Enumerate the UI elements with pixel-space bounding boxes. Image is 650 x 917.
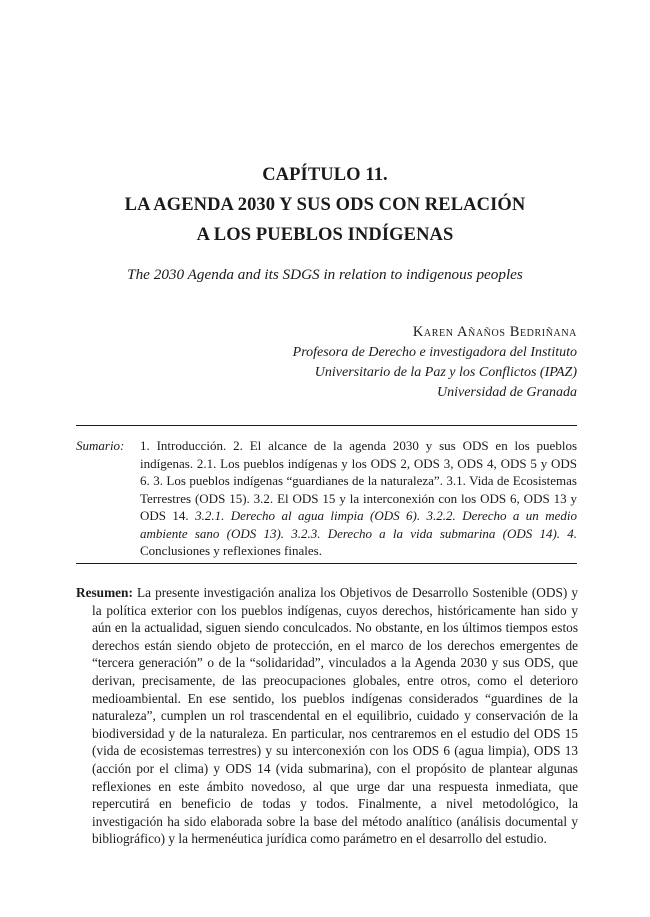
author-affiliation-3: Universidad de Granada — [437, 385, 577, 400]
chapter-title-line-1: LA AGENDA 2030 Y SUS ODS CON RELACIÓN — [124, 195, 526, 215]
chapter-number: CAPÍTULO 11. — [262, 165, 388, 185]
author-block — [177, 322, 577, 403]
english-subtitle: The 2030 Agenda and its SDGS in relation to indigenous peoples — [127, 266, 523, 283]
summary-text-end: Conclusiones y reflexiones finales. — [140, 543, 322, 558]
chapter-title — [0, 160, 650, 250]
abstract-paragraph — [76, 584, 578, 848]
author-name: Karen Añaños Bedriñana — [412, 324, 577, 340]
divider-bottom — [76, 563, 577, 564]
author-affiliation-2: Universitario de la Paz y los Conflictos (IPAZ) — [314, 365, 577, 380]
abstract-text: La presente investigación analiza los Objetivos de Desarrollo Sostenible (ODS) y la política exterior con los pueblos indígenas, cuyos derechos, históricamente han sido y aún en la actualidad, siguen siendo conculcados. No obstante, en los últimos tiempos estos derechos están siendo objeto de protección, en el marco de los derechos emergentes de “tercera generación” o de la “solidaridad”, vinculados a la Agenda 2030 y sus ODS, que derivan, precisamente, de las preocupaciones globales, entre otros, como el deterioro medioambiental. En ese sentido, los pueblos indígenas considerados “guardines de la naturaleza”, cumplen un rol trascendental en el equilibrio, cuidado y conservación de la biodiversidad y de la naturaleza. En particular, nos centraremos en el estudio del ODS 15 (vida de ecosistemas terrestres) y su interconexión con los ODS 6 (agua limpia), ODS 13 (acción por el clima) y ODS 14 (vida submarina), con el propósito de plantear algunas reflexiones en este ámbito novedoso, al que urge dar una respuesta inmediata, que repercutirá en beneficio de todas y todos. Finalmente, a nivel metodológico, la investigación ha sido elaborada sobre la base del método analítico (análisis documental y bibliográfico) y la hermenéutica jurídica como parámetro en el desarrollo del estudio. — [92, 585, 578, 847]
summary-text-regular: 1. Introducción. 2. El alcance de la agenda 2030 y sus ODS en los pueblos indígenas. 2.1. Los pueblos indígenas y los ODS 2, ODS 3, ODS 4, ODS 5 y ODS 6. 3. Los pueblos indígenas “guardianes de la naturaleza”. 3.1. Vida de Ecosistemas Terrestres (ODS 15). 3.2. El ODS 15 y la interconexión con los ODS 6, ODS 13 y ODS 14. — [140, 438, 577, 523]
chapter-title-line-2: A LOS PUEBLOS INDÍGENAS — [196, 225, 454, 245]
abstract-section — [76, 584, 578, 848]
summary-body — [140, 437, 577, 560]
summary-section — [76, 437, 577, 560]
divider-top — [76, 425, 577, 426]
author-affiliation-1: Profesora de Derecho e investigadora del Instituto — [292, 345, 577, 360]
summary-text-italic: 3.2.1. Derecho al agua limpia (ODS 6). 3.2.2. Derecho a un medio ambiente sano (ODS 13). 3.2.3. Derecho a la vida submarina (ODS 14). 4. — [140, 508, 577, 541]
summary-label: Sumario: — [76, 438, 125, 453]
abstract-label: Resumen: — [76, 585, 133, 600]
